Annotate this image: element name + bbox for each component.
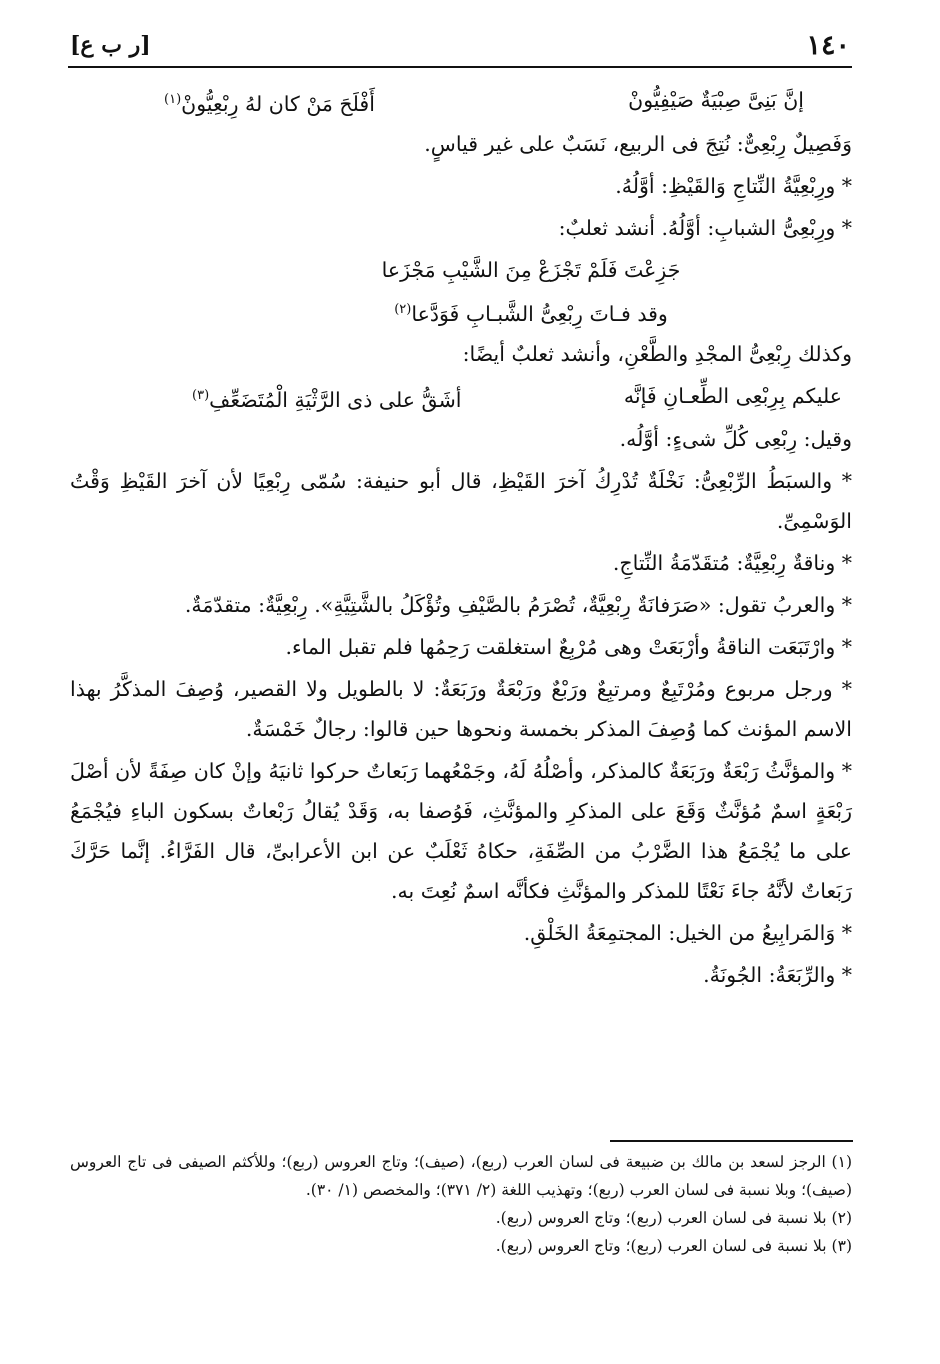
paragraph: * وناقةٌ رِبْعِيَّةٌ: مُتقَدّمَةُ النِّتاجِ. (612, 551, 852, 576)
verse-1-second-half: أَفْلَحَ مَنْ كان لهُ رِبْعِيُّونْ$^{(١)}$ (164, 91, 375, 116)
footnote-2: (٢) بلا نسبة فى لسان العرب (ربع)؛ وتاج العروس (ربع). (495, 1209, 852, 1227)
footnote-ref-2: (٢) (394, 301, 412, 317)
page-body (70, 80, 852, 997)
page-header (70, 28, 850, 68)
paragraph: * وَالمَرابِيعُ من الخيل: المجتمِعَةُ الخَلْقِ. (523, 921, 852, 946)
paragraph: * والعربُ تقول: «صَرَفانَةٌ رِبْعِيَّةٌ، تُصْرَمُ بالصَّيْفِ وتُؤْكَلُ بالشَّتِيَّةِ». رِبْعِيَّةٌ: متقدّمَةٌ. (184, 593, 852, 618)
page-number: ١٤٠ (806, 30, 850, 61)
verse-1 (164, 80, 804, 124)
paragraph: * ورِبْعِيَّةُ النِّتاجِ وَالقَيْظِ: أوَّلُهُ. (615, 173, 852, 198)
paragraph: * والسبَطُ الرِّبْعِىُّ: نَخْلَةٌ تُدْرِكُ آخرَ القَيْظِ، قال أبو حنيفة: سُمّى رِبْعِيًا لأن آخرَ القَيْظِ وَقْتُ الوَسْمِىِّ. (70, 469, 852, 534)
verse-3-first-half: عليكم بِرِبْعِى الطِّعـانِ فَإنَّه (623, 383, 842, 408)
footnote-ref-3: (٣) (192, 387, 210, 403)
paragraph: وقيل: رِبْعِى كُلِّ شىءٍ: أوَّلُه. (619, 427, 852, 452)
verse-2-line-2: وقد فـاتَ رِبْعِىُّ الشَّبـابِ فَوَدَّعا$^{(٢)}$ (394, 301, 668, 326)
header-rule (68, 66, 852, 68)
paragraph: * والرِّبَعَةُ: الجُونَةُ. (703, 963, 852, 988)
verse-2-line-1: جَزِعْتَ فَلَمْ تَجْزَعْ مِنَ الشَّيْبِ مَجْزَعا (381, 257, 681, 282)
paragraph: وكذلك رِبْعِىُّ المجْدِ والطَّعْنِ، وأنشد ثعلبٌ أيضًا: (462, 341, 852, 366)
paragraph: * والمؤنَّثُ رَبْعَةٌ ورَبَعَةٌ كالمذكر، وأصْلُهُ لَهُ، وجَمْعُهما رَبَعاتٌ حركوا ثانيَهُ وإنْ كان صِفَةً لأن أصْلَ رَبْعَةٍ اسمٌ مُؤنَّثٌ وَقَعَ على المذكرِ والمؤنَّثِ، فَوُصفا به، وَقَدْ يُقالُ رَبْعاتٌ بسكون الباءِ فيُجْمَعُ على ما يُجْمَعُ هذا الضَّرْبُ من الصِّفَةِ، حكاهُ ثَعْلَبٌ عن ابن الأعرابىِّ، قال الفَرَّاءُ. إنَّما حَرَّكَ رَبَعاتٌ لأنَّهُ جاءَ نَعْتًا للمذكر والمؤنَّثِ فكأنَّه اسمٌ نُعِتَ به. (70, 759, 852, 904)
footnote-ref-1: (١) (164, 92, 182, 107)
footnotes (70, 1148, 852, 1260)
paragraph: * وارْتَبَعَت الناقةُ وأرْبَعَتْ وهى مُرْبِعٌ استغلقت رَحِمُها فلم تقبل الماء. (285, 635, 852, 660)
footnote-rule (610, 1140, 853, 1142)
root-label: [ر ب ع] (70, 32, 151, 58)
verse-3 (192, 376, 842, 420)
footnote-3: (٣) بلا نسبة فى لسان العرب (ربع)؛ وتاج العروس (ربع). (495, 1237, 852, 1255)
paragraph: وَفَصِيلٌ رِبْعِىٌّ: نُتِجَ فى الربيع، نَسَبٌ على غير قياسٍ. (424, 131, 852, 156)
verse-3-second-half: أشَقُّ على ذى الرَّثْيَةِ الْمُتَضَعِّفِ$^{(٣)}$ (192, 387, 462, 412)
verse-1-first-half: إنَّ بَنِىَّ صِبْيَةٌ صَيْفِيُّونْ (628, 88, 804, 112)
paragraph: * ورِبْعِىُّ الشبابِ: أوَّلُهُ. أنشد ثعلبٌ: (558, 215, 852, 240)
footnote-1: (١) الرجز لسعد بن مالك بن ضبيعة فى لسان العرب (ربع)، (صيف)؛ وتاج العروس (ربع)؛ وللأكثم الصيفى فى تاج العروس (صيف)؛ وبلا نسبة فى لسان العرب (ربع)؛ وتهذيب اللغة (٢/ ٣٧١)؛ والمخصص (١/ ٣٠). (70, 1153, 852, 1199)
paragraph: * ورجل مربوع ومُرْتَبِعٌ ومرتبِعٌ ورَبْعٌ ورَبْعَةٌ ورَبَعَةٌ: لا بالطويل ولا القصير، وُصِفَ المذكَّرُ بهذا الاسم المؤنث كما وُصِفَ المذكر بخمسة ونحوها حين قالوا: رجالٌ خَمْسَةٌ. (70, 677, 852, 742)
